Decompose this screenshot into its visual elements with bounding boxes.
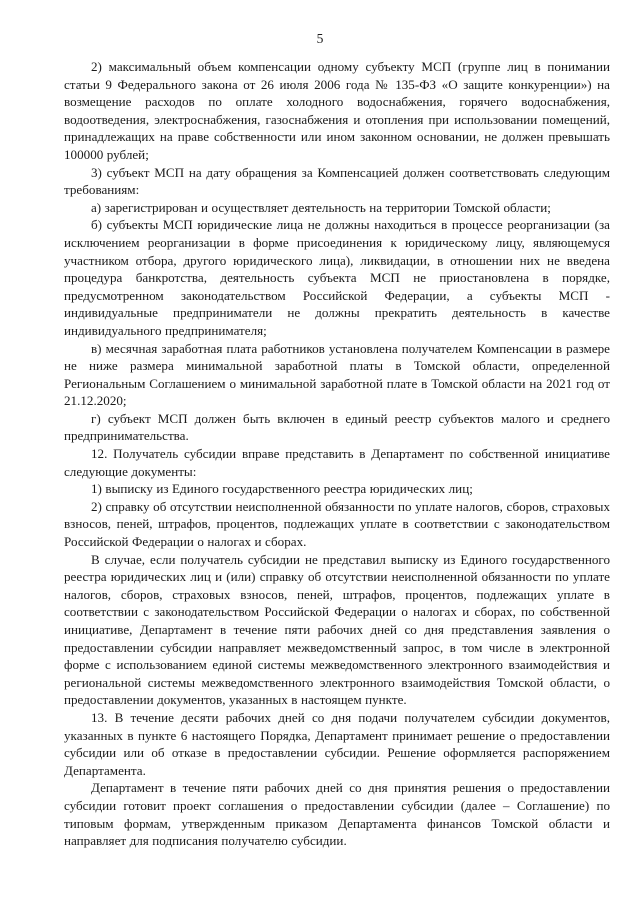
page-number: 5 — [316, 31, 324, 46]
paragraph-section-12-item-1: 1) выписку из Единого государственного реестра юридических лиц; — [91, 481, 473, 497]
paragraph-agreement: Департамент в течение пяти рабочих дней со дня принятия решения о предоставлении субсидии готовит проект соглашения о предоставлении субсидии (далее – Соглашение) по типовым формам, утвержденным приказом Департамента финансов Томской области и направляет для подписания получателю субсидии. — [64, 780, 610, 849]
paragraph-section-12: 12. Получатель субсидии вправе представить в Департамент по собственной инициативе следующие документы: — [64, 446, 610, 479]
paragraph-clause-2: 2) максимальный объем компенсации одному субъекту МСП (группе лиц в понимании статьи 9 Федерального закона от 26 июля 2006 года № 135-ФЗ «О защите конкуренции») на возмещение расходов по оплате холодного водоснабжения, горячего водоснабжения, водоотведения, электроснабжения, газоснабжения и отопления при использовании помещений, принадлежащих на праве собственности или ином законном основании, не должен превышать 100000 рублей; — [64, 59, 610, 162]
paragraph-section-13: 13. В течение десяти рабочих дней со дня подачи получателем субсидии документов, указанных в пункте 6 настоящего Порядка, Департамент принимает решение о предоставлении субсидии или об отказе в предоставлении субсидии. Решение оформляется распоряжением Департамента. — [64, 709, 610, 778]
paragraph-clause-3a: а) зарегистрирован и осуществляет деятельность на территории Томской области; — [91, 199, 551, 215]
paragraph-section-12-item-2: 2) справку об отсутствии неисполненной обязанности по уплате налогов, сборов, страховых взносов, пеней, штрафов, процентов, подлежащих уплате в соответствии с законодательством Российской Федерации о налогах и сборах. — [64, 498, 610, 550]
paragraph-clause-3b: б) субъекты МСП юридические лица не должны находиться в процессе реорганизации (за исключением реорганизации в форме присоединения к юридическому лицу, являющемуся участником отбора, другого юридического лица), ликвидации, в отношении них не введена процедура банкротства, деятельность субъекта МСП не приостановлена в порядке, предусмотренном законодательством Российской Федерации, а субъекты МСП - индивидуальные предприниматели не должны прекратить деятельность в качестве индивидуального предпринимателя; — [64, 217, 610, 338]
paragraph-clause-3g: г) субъект МСП должен быть включен в единый реестр субъектов малого и среднего предпринимательства. — [64, 410, 610, 444]
paragraph-clause-3v: в) месячная заработная плата работников установлена получателем Компенсации в размере не ниже размера минимальной заработной платы в Томской области, определенной Региональным Соглашением о минимальной заработной плате в Томской области на 2021 год от 21.12.2020; — [64, 340, 610, 409]
paragraph-clause-3: 3) субъект МСП на дату обращения за Компенсацией должен соответствовать следующим требованиям: — [64, 164, 610, 198]
document-body — [64, 58, 610, 850]
paragraph-interagency-request: В случае, если получатель субсидии не представил выписку из Единого государственного реестра юридических лиц и (или) справку об отсутствии неисполненной обязанности по уплате налогов, сборов, страховых взносов, пеней, штрафов, процентов, подлежащих уплате в соответствии с законодательством Российской Федерации о налогах и сборах, по собственной инициативе, Департамент в течение пяти рабочих дней со дня представления заявления о предоставлении субсидии направляет межведомственный запрос, в том числе в электронной форме с использованием единой системы межведомственного электронного взаимодействия и региональной системы межведомственного электронного взаимодействия Томской области, о предоставлении документов, указанных в настоящем пункте. — [64, 551, 610, 708]
